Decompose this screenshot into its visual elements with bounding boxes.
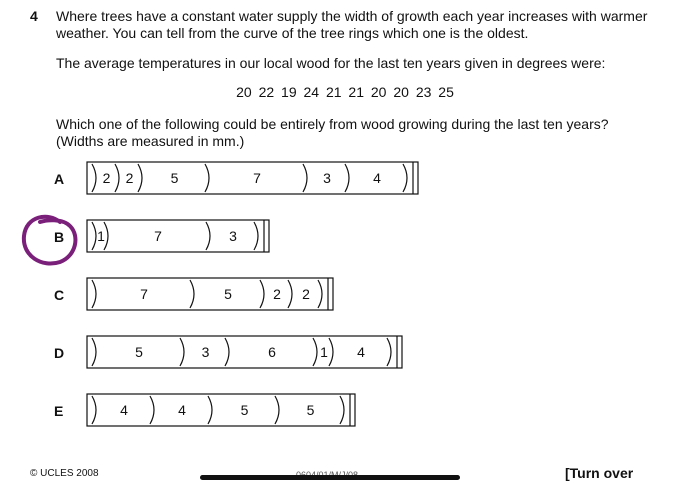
ring-boundary	[92, 396, 96, 424]
strip-outline	[87, 220, 269, 252]
ring-width-label: 4	[357, 344, 365, 360]
ring-boundary	[138, 164, 142, 192]
ring-width-label: 1	[97, 228, 105, 244]
ring-width-label: 2	[125, 170, 134, 186]
ring-width-label: 4	[373, 170, 381, 186]
ring-width-label: 2	[273, 286, 281, 302]
option-letter-b: B	[54, 229, 65, 245]
ring-boundary	[206, 222, 210, 250]
turn-over-text: [Turn over	[565, 465, 634, 481]
ring-boundary	[92, 338, 96, 366]
answer-circle-mark	[24, 217, 76, 264]
ring-boundary	[329, 338, 333, 366]
ring-boundary	[345, 164, 349, 192]
strip-option-e	[87, 394, 355, 426]
ring-width-label: 3	[229, 228, 237, 244]
ring-boundary	[340, 396, 344, 424]
ring-width-label: 2	[102, 170, 111, 186]
ring-width-label: 4	[178, 402, 186, 418]
ring-boundary	[180, 338, 184, 366]
scroll-indicator[interactable]	[200, 475, 460, 480]
ring-boundary	[288, 280, 292, 308]
ring-boundary	[205, 164, 209, 192]
ring-boundary	[313, 338, 317, 366]
question-prompt: Which one of the following could be entirely from wood growing during the last ten years? (Widths are measured in mm.)	[56, 116, 609, 149]
ring-boundary	[387, 338, 391, 366]
ring-boundary	[208, 396, 212, 424]
ring-width-label: 6	[268, 344, 276, 360]
ring-width-label: 3	[323, 170, 331, 186]
strip-option-b	[87, 220, 269, 252]
ring-width-label: 1	[320, 344, 328, 360]
ring-boundary	[303, 164, 307, 192]
ring-width-label: 2	[302, 286, 310, 302]
ring-boundary	[92, 222, 96, 250]
strip-option-c	[87, 278, 333, 310]
question-number: 4	[30, 8, 38, 24]
ring-width-label: 7	[154, 228, 162, 244]
option-letter-c: C	[54, 287, 65, 303]
ring-boundary	[275, 396, 279, 424]
ring-boundary	[190, 280, 194, 308]
option-letter-e: E	[54, 403, 64, 419]
ring-width-label: 5	[306, 402, 315, 418]
strip-outline	[87, 278, 333, 310]
option-letter-a: A	[54, 171, 65, 187]
ring-width-label: 5	[170, 170, 179, 186]
ring-boundary	[318, 280, 322, 308]
question-intro: Where trees have a constant water supply the width of growth each year increases with warmer weather. You can tell from the curve of the tree rings which one is the oldest.	[56, 8, 648, 41]
ring-width-label: 4	[120, 402, 128, 418]
ring-boundary	[92, 280, 96, 308]
ring-width-label: 5	[224, 286, 232, 302]
option-letter-d: D	[54, 345, 65, 361]
ring-boundary	[115, 164, 119, 192]
ring-width-label: 3	[201, 344, 210, 360]
strip-option-a	[87, 162, 418, 194]
ring-width-label: 7	[253, 170, 261, 186]
ring-boundary	[260, 280, 264, 308]
temperatures-intro: The average temperatures in our local wood for the last ten years given in degrees were:	[56, 55, 606, 71]
ring-boundary	[150, 396, 154, 424]
ring-width-label: 5	[240, 402, 249, 418]
copyright-text: © UCLES 2008	[30, 468, 99, 479]
ring-boundary	[92, 164, 96, 192]
ring-boundary	[403, 164, 407, 192]
ring-boundary	[254, 222, 258, 250]
temperatures-list: 20 22 19 24 21 21 20 20 23 25	[236, 84, 454, 100]
ring-width-label: 5	[135, 344, 143, 360]
ring-width-label: 7	[140, 286, 148, 302]
ring-boundary	[225, 338, 229, 366]
strip-option-d	[87, 336, 402, 368]
